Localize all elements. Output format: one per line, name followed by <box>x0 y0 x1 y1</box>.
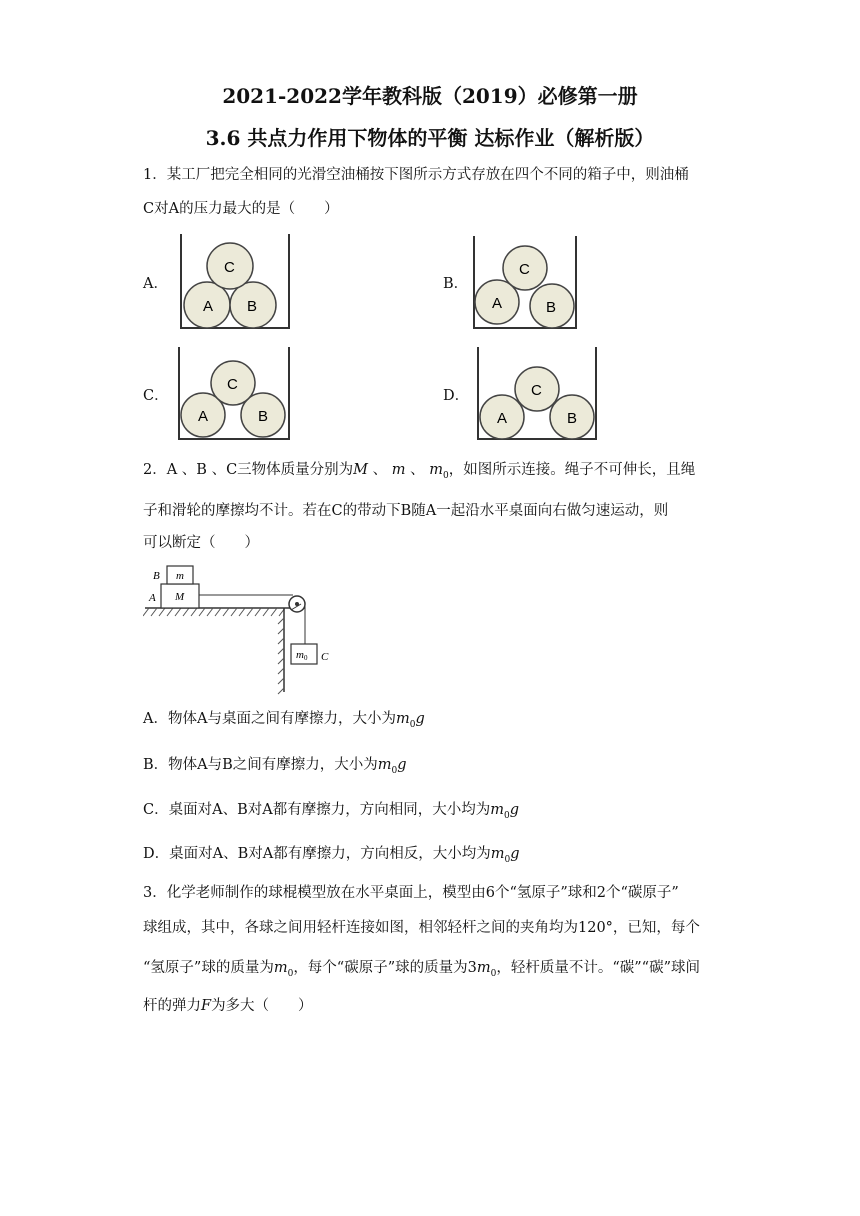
q2-option-d-text: D．桌面对A、B对A都有摩擦力，方向相反，大小均为 <box>143 846 491 862</box>
q3-text-line3c: ，轻杆质量不计。“碳”“碳”球间 <box>496 960 701 976</box>
q2-option-a-sub: 0 <box>409 719 416 730</box>
q1-option-c-figure <box>173 345 293 443</box>
q3-force-F: F <box>201 998 212 1014</box>
q2-option-a <box>143 709 425 735</box>
q2-text-line2: 子和滑轮的摩擦均不计。若在C的带动下B随A一起沿水平桌面向右做匀速运动，则 <box>143 503 669 519</box>
drum-c-label: C <box>224 259 235 276</box>
q1-option-d-figure <box>472 345 600 443</box>
q3-text-line3a: “氢原子”球的质量为 <box>143 960 274 976</box>
q1-text-line1: 1．某工厂把完全相同的光滑空油桶按下图所示方式存放在四个不同的箱子中，则油桶 <box>143 167 689 183</box>
q2-option-c-g: g <box>509 802 519 818</box>
q2-option-b-sub: 0 <box>391 765 398 776</box>
q2-option-a-m: m <box>395 711 410 727</box>
block-m0-label: m0 <box>296 649 308 662</box>
q2-mass-m0-sub: 0 <box>442 470 449 481</box>
q2-mass-M: M <box>353 462 369 478</box>
q2-text-line1b: ，如图所示连接。绳子不可伸长，且绳 <box>448 462 696 478</box>
q2-option-d-m: m <box>490 846 505 862</box>
block-m-label: m <box>176 570 184 582</box>
q2-option-c <box>143 800 519 826</box>
q1-option-b-label: B． <box>443 276 469 292</box>
q3-mass-m0: m <box>273 960 288 976</box>
q2-option-c-sub: 0 <box>503 810 510 821</box>
drum-b-label: B <box>247 298 258 315</box>
drum-a-label: A <box>497 410 508 427</box>
q2-option-b-text: B．物体A与B之间有摩擦力，大小为 <box>143 757 378 773</box>
doc-title-line1: 2021-2022学年教科版（2019）必修第一册 <box>222 84 638 108</box>
q2-option-a-g: g <box>415 711 425 727</box>
q1-text-line2: C对A的压力最大的是（ ） <box>143 201 339 217</box>
q3-mass-m0-sub: 0 <box>287 968 294 979</box>
q3-three: 3 <box>467 960 477 976</box>
drum-a-label: A <box>492 295 503 312</box>
drum-a-label: A <box>203 298 214 315</box>
q2-mass-m: m <box>391 462 406 478</box>
drum-c-label: C <box>531 382 542 399</box>
q2-option-b-m: m <box>377 757 392 773</box>
q1-option-a-label: A． <box>143 276 168 292</box>
q2-option-b-g: g <box>397 757 407 773</box>
q3-text-line3 <box>143 958 700 984</box>
drum-b-label: B <box>258 408 269 425</box>
label-A: A <box>149 592 156 604</box>
q3-text-line4 <box>143 996 313 1016</box>
q1-option-c-label: C． <box>143 388 169 404</box>
q2-separator: 、 <box>368 462 388 478</box>
q2-option-d-sub: 0 <box>504 854 511 865</box>
drum-b-label: B <box>546 299 557 316</box>
q3-text-line4b: 为多大（ ） <box>211 998 313 1014</box>
q2-option-b <box>143 755 407 781</box>
q2-option-c-m: m <box>490 802 504 818</box>
q1-option-b-figure <box>470 234 580 332</box>
q2-text-line1a: 2．A 、B 、C三物体质量分别为 <box>143 462 354 478</box>
label-B: B <box>153 570 160 582</box>
q2-option-d-g: g <box>510 846 520 862</box>
q1-option-d-label: D． <box>443 388 470 404</box>
drum-b-label: B <box>567 410 578 427</box>
q2-option-a-text: A．物体A与桌面之间有摩擦力，大小为 <box>143 711 396 727</box>
block-M-label: M <box>175 591 185 603</box>
q2-text-line3: 可以断定（ ） <box>143 535 259 551</box>
q3-text-line3b: ，每个“碳原子”球的质量为 <box>293 960 468 976</box>
q2-option-d <box>143 844 520 870</box>
q2-mass-m0: m <box>429 462 443 478</box>
q2-text-line1 <box>143 460 695 486</box>
drum-c-label: C <box>227 376 238 393</box>
q2-separator: 、 <box>405 462 425 478</box>
q2-pulley-figure <box>143 560 343 695</box>
doc-title-line2: 3.6 共点力作用下物体的平衡 达标作业（解析版） <box>205 126 655 150</box>
label-C: C <box>321 651 329 663</box>
q3-mass-3m0: m <box>476 960 491 976</box>
q3-text-line1: 3．化学老师制作的球棍模型放在水平桌面上，模型由6个“氢原子”球和2个“碳原子” <box>143 885 679 901</box>
q3-text-line2: 球组成，其中，各球之间用轻杆连接如图，相邻轻杆之间的夹角均为120°，已知，每个 <box>143 920 700 936</box>
drum-c-label: C <box>519 261 530 278</box>
drum-a-label: A <box>198 408 209 425</box>
q2-option-c-text: C．桌面对A、B对A都有摩擦力，方向相同，大小均为 <box>143 802 491 818</box>
q3-mass-3m0-sub: 0 <box>490 968 497 979</box>
q3-text-line4a: 杆的弹力 <box>143 998 201 1014</box>
q1-option-a-figure <box>175 230 295 332</box>
